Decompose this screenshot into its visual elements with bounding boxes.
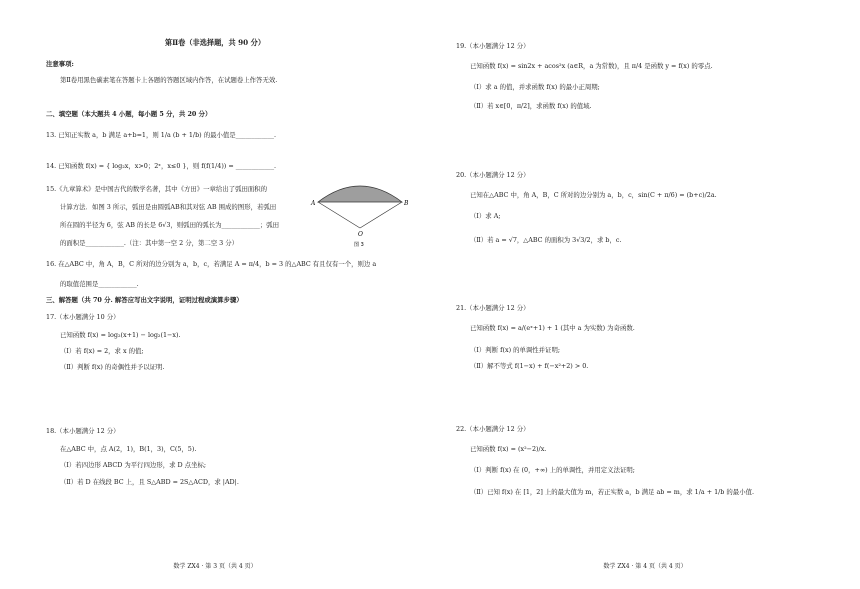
- label-a: A: [311, 200, 316, 207]
- question-15-line-4: 的面积是____________.（注：其中第一空 2 分，第二空 3 分）: [60, 239, 239, 247]
- radius-ob: [360, 202, 402, 228]
- question-21-stem: 已知函数 f(x) = a/(eˣ+1) + 1 (其中 a 为实数) 为奇函数.: [470, 324, 635, 332]
- question-19-stem: 已知函数 f(x) = sin2x + acos²x (a∈R，a 为常数)，且 π/4 是函数 y = f(x) 的零点.: [470, 62, 713, 70]
- notice-text: 第Ⅱ卷用黑色碳素笔在答题卡上各题的答题区域内作答，在试题卷上作答无效.: [60, 76, 278, 84]
- question-19-part-2: （Ⅱ）若 x∈[0，π/2]，求函数 f(x) 的值域.: [470, 102, 592, 110]
- label-b: B: [404, 200, 409, 207]
- page-4-footer: 数学 ZX4 · 第 4 页（共 4 页）: [603, 563, 687, 570]
- section-title: 第Ⅱ卷（非选择题，共 90 分）: [164, 38, 266, 47]
- question-18-part-1: （Ⅰ）若四边形 ABCD 为平行四边形，求 D 点坐标;: [60, 461, 207, 469]
- figure-3: [310, 180, 410, 250]
- question-16-line-2: 的取值范围是____________.: [60, 280, 139, 288]
- solve-heading: 三、解答题（共 70 分. 解答应写出文字说明，证明过程或演算步骤）: [46, 296, 243, 304]
- question-13: 13. 已知正实数 a，b 满足 a+b=1，则 1/a (b + 1/b) 的最小值是____________.: [46, 131, 277, 139]
- question-20-part-2: （Ⅱ）若 a = √7，△ABC 的面积为 3√3/2，求 b，c.: [470, 236, 622, 244]
- question-22-part-1: （Ⅰ）判断 f(x) 在 (0，+∞) 上的单调性，并用定义法证明;: [470, 466, 635, 474]
- page-4: [430, 0, 860, 589]
- label-o: O: [358, 231, 363, 238]
- question-20-header: 20.（本小题满分 12 分）: [456, 171, 530, 179]
- notice-title: 注意事项:: [46, 60, 74, 68]
- arc-segment: [318, 186, 402, 202]
- question-19-header: 19.（本小题满分 12 分）: [456, 42, 530, 50]
- question-14: 14. 已知函数 f(x) = { log₂x，x>0；2ˣ，x≤0 }，则 f(f(1/4)) = ____________.: [46, 162, 277, 170]
- question-17-header: 17.（本小题满分 10 分）: [46, 313, 120, 321]
- question-22-part-2: （Ⅱ）已知 f(x) 在 [1，2] 上的最大值为 m，若正实数 a，b 满足 ab = m，求 1/a + 1/b 的最小值.: [470, 488, 755, 496]
- question-18-stem: 在△ABC 中，点 A(2，1)，B(1，3)，C(5，5).: [60, 445, 197, 453]
- question-21-header: 21.（本小题满分 12 分）: [456, 304, 530, 312]
- question-22-header: 22.（本小题满分 12 分）: [456, 425, 530, 433]
- question-15-line-2: 计算方法．如图 3 所示，弧田是由圆弧AB和其对弦 AB 围成的图形，若弧田: [60, 203, 277, 211]
- question-17-part-2: （Ⅱ）判断 f(x) 的奇偶性并予以证明.: [60, 363, 165, 371]
- question-15-line-3: 所在圆的半径为 6，弦 AB 的长是 6√3，则弧田的弧长为____________；弧田: [60, 221, 280, 229]
- question-18-header: 18.（本小题满分 12 分）: [46, 427, 120, 435]
- radius-oa: [318, 202, 360, 228]
- question-15-line-1: 15.《九章算术》是中国古代的数学名著，其中《方田》一章给出了弧田面积的: [46, 185, 268, 193]
- question-21-part-2: （Ⅱ）解不等式 f(1−x) + f(−x²+2) > 0.: [470, 362, 589, 370]
- page-3-footer: 数学 ZX4 · 第 3 页（共 4 页）: [173, 563, 257, 570]
- question-16-line-1: 16. 在△ABC 中，角 A，B，C 所对的边分别为 a，b，c，若满足 A = π/4，b = 3 的△ABC 有且仅有一个，则边 a: [46, 260, 377, 268]
- figure-caption: 图 3: [354, 242, 364, 248]
- question-22-stem: 已知函数 f(x) = (x²−2)/x.: [470, 445, 547, 453]
- fill-heading: 二、填空题（本大题共 4 小题，每小题 5 分，共 20 分）: [46, 110, 212, 118]
- question-20-stem: 已知在△ABC 中，角 A，B，C 所对的边分别为 a，b，c，sin(C + π/6) = (b+c)/2a.: [470, 191, 717, 199]
- question-21-part-1: （Ⅰ）判断 f(x) 的单调性并证明;: [470, 346, 560, 354]
- question-18-part-2: （Ⅱ）若 D 在线段 BC 上，且 S△ABD = 2S△ACD，求 |AD|.: [60, 478, 239, 486]
- question-17-stem: 已知函数 f(x) = log₂(x+1) − log₂(1−x).: [60, 331, 181, 339]
- question-20-part-1: （Ⅰ）求 A;: [470, 212, 501, 220]
- question-17-part-1: （Ⅰ）若 f(x) = 2，求 x 的值;: [60, 347, 144, 355]
- question-19-part-1: （Ⅰ）求 a 的值，并求函数 f(x) 的最小正周期;: [470, 83, 600, 91]
